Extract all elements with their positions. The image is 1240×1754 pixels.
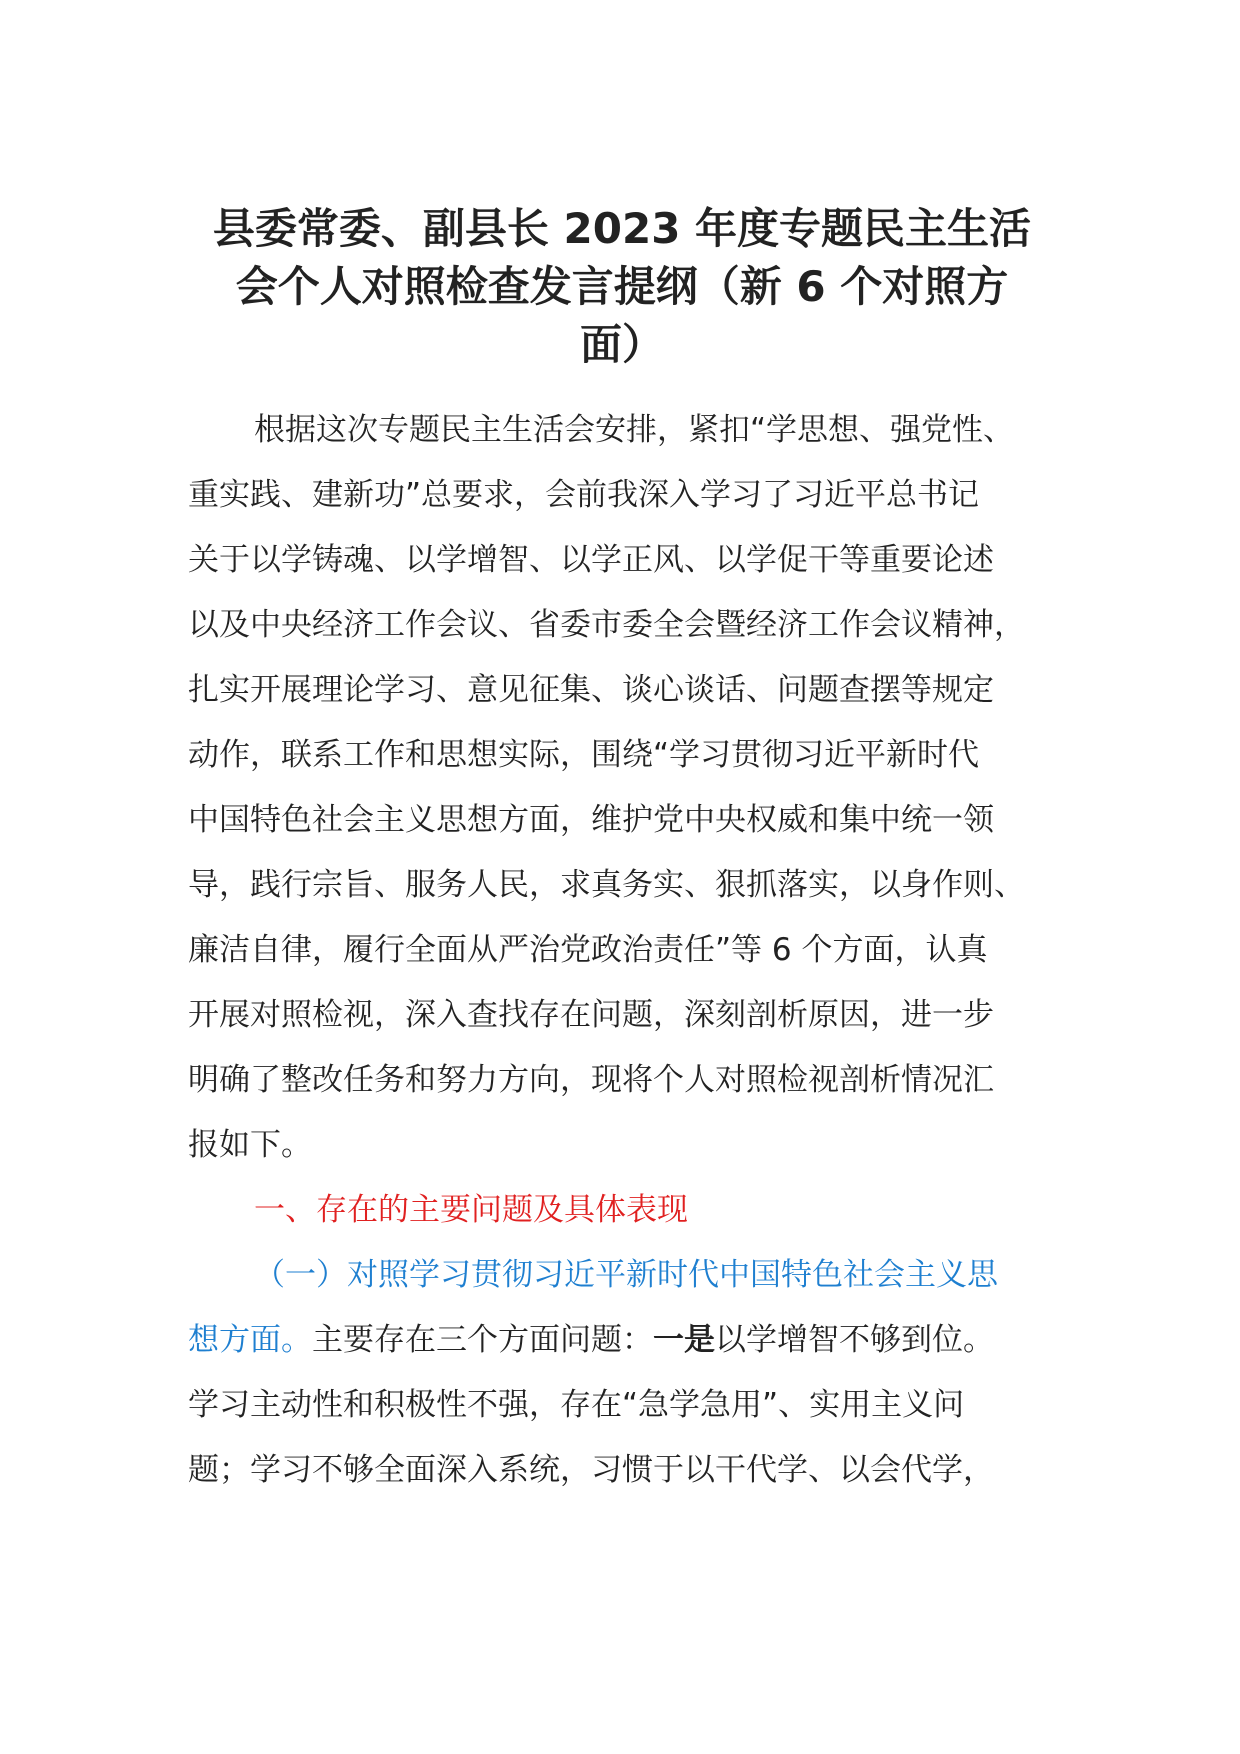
intro-line-3: 关于以学铸魂、以学增智、以学正风、以学促干等重要论述 — [188, 542, 994, 578]
intro-line-9: 廉洁自律，履行全面从严治党政治责任”等 6 个方面，认真 — [188, 932, 988, 968]
title-line-1: 县委常委、副县长 2023 年度专题民主生活 — [212, 204, 1032, 253]
intro-line-8: 导，践行宗旨、服务人民，求真务实、狠抓落实，以身作则、 — [188, 867, 1025, 903]
intro-line-1: 根据这次专题民主生活会安排，紧扣“学思想、强党性、 — [254, 412, 1015, 448]
document-title — [188, 200, 1056, 374]
point-marker-first: 一是 — [653, 1322, 715, 1358]
intro-line-10: 开展对照检视，深入查找存在问题，深刻剖析原因，进一步 — [188, 997, 994, 1033]
title-line-3: 面） — [579, 320, 664, 369]
document-body — [188, 398, 1056, 1503]
subsection-1-lead-text: 主要存在三个方面问题： — [312, 1322, 653, 1358]
document-page — [188, 200, 1056, 1503]
subsection-heading-1: （一）对照学习贯彻习近平新时代中国特色社会主义思 — [254, 1257, 998, 1293]
title-line-2: 会个人对照检查发言提纲（新 6 个对照方 — [235, 262, 1009, 311]
section-heading-1: 一、存在的主要问题及具体表现 — [254, 1192, 688, 1228]
intro-line-2: 重实践、建新功”总要求，会前我深入学习了习近平总书记 — [188, 477, 980, 513]
subsection-heading-1-cont: 想方面。 — [188, 1322, 312, 1358]
intro-line-5: 扎实开展理论学习、意见征集、谈心谈话、问题查摆等规定 — [188, 672, 994, 708]
intro-line-7: 中国特色社会主义思想方面，维护党中央权威和集中统一领 — [188, 802, 994, 838]
intro-line-11: 明确了整改任务和努力方向，现将个人对照检视剖析情况汇 — [188, 1062, 994, 1098]
subsection-1-first-line — [188, 1308, 1056, 1373]
intro-line-12: 报如下。 — [188, 1127, 312, 1163]
intro-line-6: 动作，联系工作和思想实际，围绕“学习贯彻习近平新时代 — [188, 737, 980, 773]
point-one-title: 以学增智不够到位。 — [715, 1322, 994, 1358]
subsection-1-line-2: 学习主动性和积极性不强，存在“急学急用”、实用主义问 — [188, 1387, 965, 1423]
subsection-1-line-3: 题；学习不够全面深入系统，习惯于以干代学、以会代学， — [188, 1452, 994, 1488]
intro-line-4: 以及中央经济工作会议、省委市委全会暨经济工作会议精神， — [188, 607, 1025, 643]
